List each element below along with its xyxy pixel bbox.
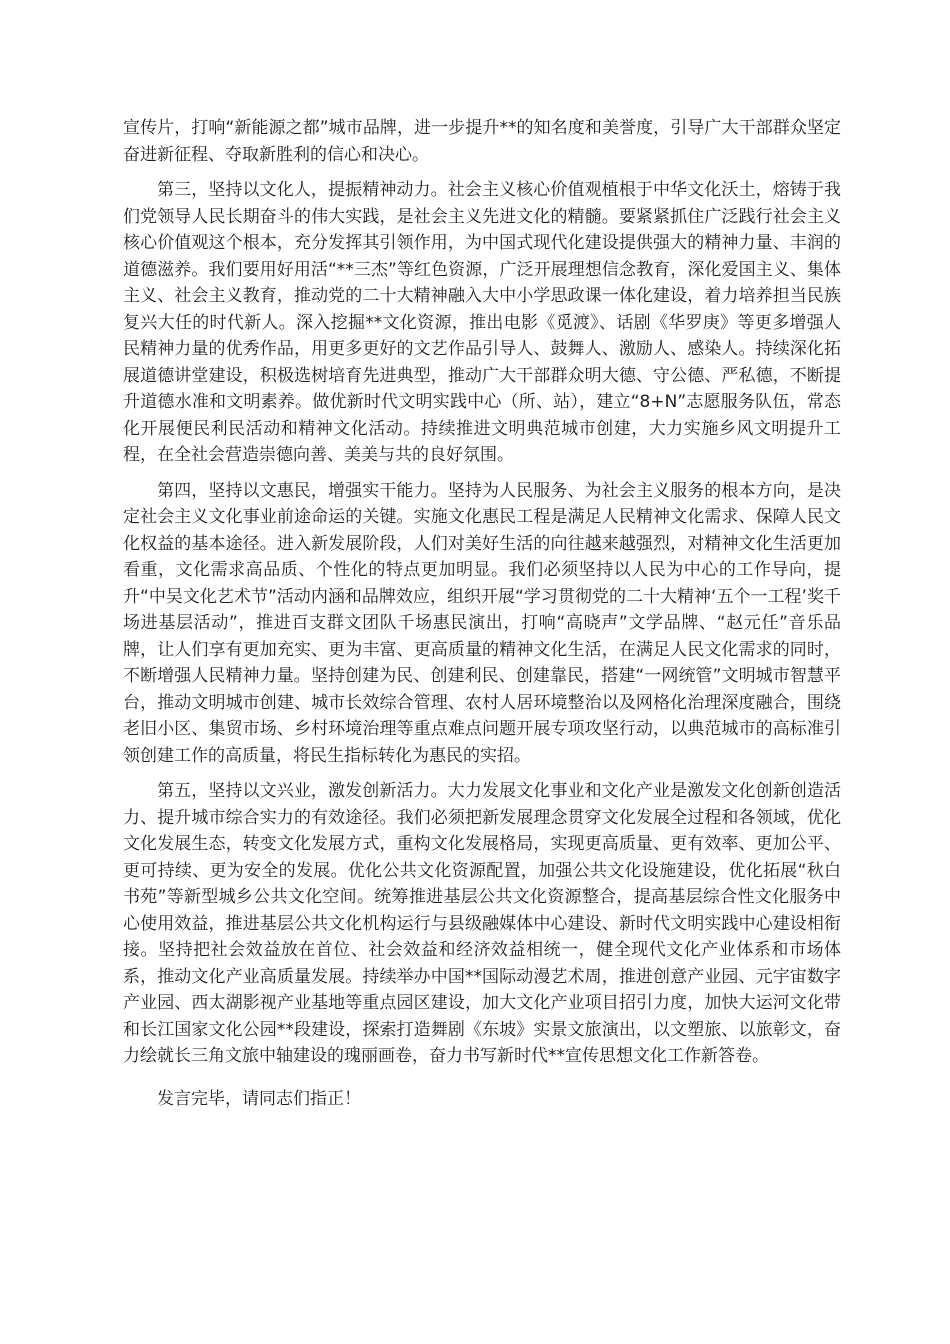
paragraph-fourth-point: 第四，坚持以文惠民，增强实干能力。坚持为人民服务、为社会主义服务的根本方向，是决定社会主义文化事业前途命运的关键。实施文化惠民工程是满足人民精神文化需求、保障人民文化权益的基本途径。进入新发展阶段，人们对美好生活的向往越来越强烈，对精神文化生活更加看重，文化需求高品质、个性化的特点更加明显。我们必须坚持以人民为中心的工作导向，提升“中吴文化艺术节”活动内涵和品牌效应，组织开展“学习贯彻党的二十大精神‘五个一工程’奖千场进基层活动”，推进百支群文团队千场惠民演出，打响“高晓声”文学品牌、“赵元任”音乐品牌，让人们享有更加充实、更为丰富、更高质量的精神文化生活，在满足人民文化需求的同时，不断增强人民精神力量。坚持创建为民、创建利民、创建靠民，搭建“一网统管”文明城市智慧平台，推动文明城市创建、城市长效综合管理、农村人居环境整治以及网格化治理深度融合，围绕老旧小区、集贸市场、乡村环境治理等重点难点问题开展专项攻坚行动，以典范城市的高标准引领创建工作的高质量，将民生指标转化为惠民的实招。: [123, 480, 841, 766]
paragraph-fifth-point: 第五，坚持以文兴业，激发创新活力。大力发展文化事业和文化产业是激发文化创新创造活力、提升城市综合实力的有效途径。我们必须把新发展理念贯穿文化发展全过程和各领域，优化文化发展生态，转变文化发展方式，重构文化发展格局，实现更高质量、更有效率、更加公平、更可持续、更为安全的发展。优化公共文化资源配置，加强公共文化设施建设，优化拓展“秋白书苑”等新型城乡公共文化空间。统筹推进基层公共文化资源整合，提高基层综合性文化服务中心使用效益，推进基层公共文化机构运行与县级融媒体中心建设、新时代文明实践中心建设相衔接。坚持把社会效益放在首位、社会效益和经济效益相统一，健全现代文化产业体系和市场体系，推动文化产业高质量发展。持续举办中国**国际动漫艺术周，推进创意产业园、元宇宙数字产业园、西太湖影视产业基地等重点园区建设，加大文化产业项目招引力度，加快大运河文化带和长江国家文化公园**段建设，探索打造舞剧《东坡》实景文旅演出，以文塑旅、以旅彰文，奋力绘就长三角文旅中轴建设的瑰丽画卷，奋力书写新时代**宣传思想文化工作新答卷。: [123, 781, 841, 1066]
paragraph-continuation: 宣传片，打响“新能源之都”城市品牌，进一步提升**的知名度和美誉度，引导广大干部群众坚定奋进新征程、夺取新胜利的信心和决心。: [123, 118, 841, 165]
document-body: [123, 115, 841, 1121]
paragraph-third-point: 第三，坚持以文化人，提振精神动力。社会主义核心价值观植根于中华文化沃土，熔铸于我们党领导人民长期奋斗的伟大实践，是社会主义先进文化的精髓。要紧紧抓住广泛践行社会主义核心价值观这个根本，充分发挥其引领作用，为中国式现代化建设提供强大的精神力量、丰润的道德滋养。我们要用好用活“**三杰”等红色资源，广泛开展理想信念教育，深化爱国主义、集体主义、社会主义教育，推动党的二十大精神融入大中小学思政课一体化建设，着力培养担当民族复兴大任的时代新人。深入挖掘**文化资源，推出电影《觅渡》、话剧《华罗庚》等更多增强人民精神力量的优秀作品，用更多更好的文艺作品引导人、鼓舞人、激励人、感染人。持续深化拓展道德讲堂建设，积极选树培育先进典型，推动广大干部群众明大德、守公德、严私德，不断提升道德水准和文明素养。做优新时代文明实践中心（所、站），建立“8+N”志愿服务队伍，常态化开展便民利民活动和精神文化活动。持续推进文明典范城市创建，大力实施乡风文明提升工程，在全社会营造崇德向善、美美与共的良好氛围。: [123, 180, 841, 465]
paragraph-closing: 发言完毕，请同志们指正！: [157, 1088, 361, 1109]
